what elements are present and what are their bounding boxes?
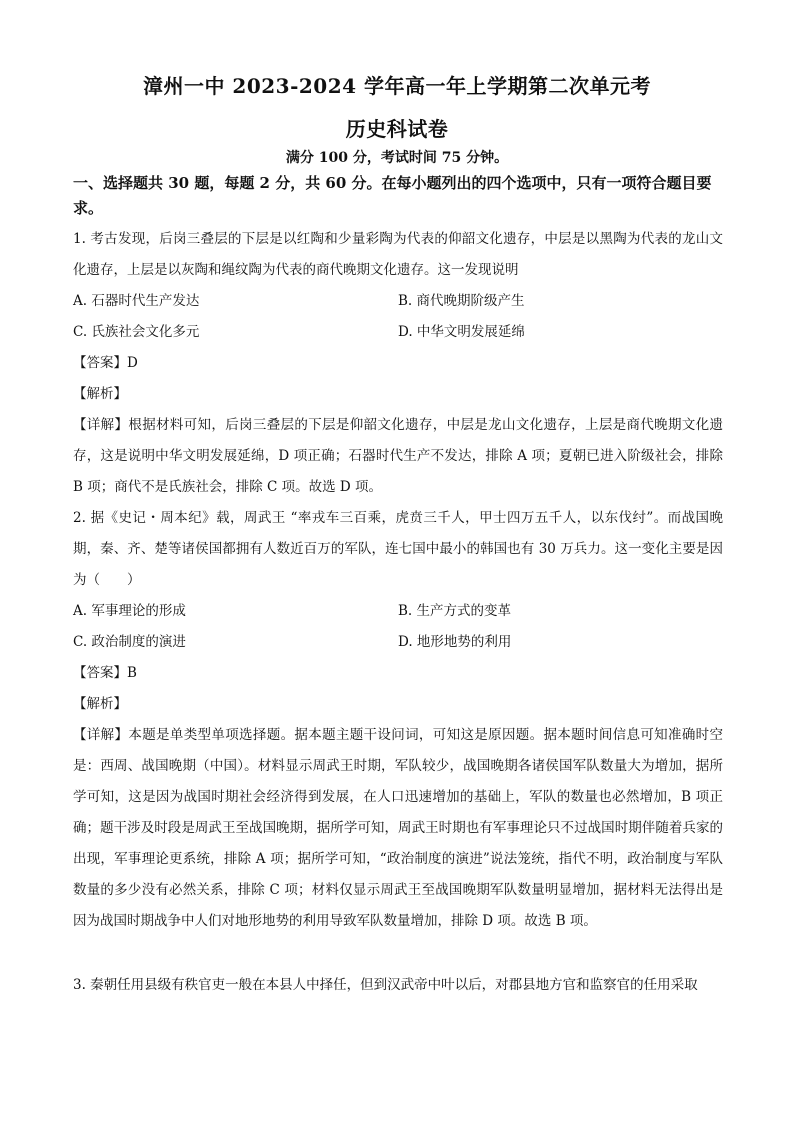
answer-value: D [127, 355, 138, 371]
question-stem: 1. 考古发现，后岗三叠层的下层是以红陶和少量彩陶为代表的仰韶文化遗存，中层是以黑陶为代表的龙山文化遗存，上层是以灰陶和绳纹陶为代表的商代晚期文化遗存。这一发现说明 [73, 231, 723, 278]
answer-value: B [127, 665, 137, 681]
exam-subject-title: 历史科试卷 [345, 117, 449, 141]
question-stem: 2. 据《史记・周本纪》载，周武王 “率戎车三百乘，虎贲三千人，甲士四万五千人，以东伐纣”。而战国晚期，秦、齐、楚等诸侯国都拥有人数近百万的军队，连七国中最小的韩国也有 30 万兵力。这一变化主要是因为（ ） [73, 510, 723, 588]
option-a: A. 石器时代生产发达 [73, 293, 200, 309]
option-list [73, 286, 723, 348]
exam-title: 漳州一中 2023-2024 学年高一年上学期第二次单元考 [142, 74, 652, 98]
exam-score-time: 满分 100 分，考试时间 75 分钟。 [285, 150, 509, 166]
option-a: A. 军事理论的形成 [73, 603, 186, 619]
option-c: C. 氏族社会文化多元 [73, 324, 200, 340]
option-list [73, 596, 723, 658]
question-2 [73, 503, 723, 937]
detail-label: 【详解】 [73, 417, 129, 433]
analysis-label: 【解析】 [73, 696, 127, 712]
option-d: D. 中华文明发展延绵 [398, 324, 525, 340]
question-list [73, 224, 723, 1001]
question-1 [73, 224, 723, 503]
answer-line [73, 348, 723, 379]
question-stem: 3. 秦朝任用县级有秩官吏一般在本县人中择任，但到汉武帝中叶以后，对郡县地方官和监察官的任用采取 [73, 977, 698, 993]
detail-paragraph [73, 720, 723, 937]
section-heading: 一、选择题共 30 题，每题 2 分，共 60 分。在每小题列出的四个选项中，只有一项符合题目要求。 [73, 174, 712, 217]
detail-label: 【详解】 [73, 727, 129, 743]
detail-paragraph [73, 410, 723, 503]
question-spacer [73, 937, 723, 970]
option-d: D. 地形地势的利用 [398, 634, 512, 650]
detail-text: 根据材料可知，后岗三叠层的下层是仰韶文化遗存，中层是龙山文化遗存，上层是商代晚期文化遗存，这是说明中华文明发展延绵，D 项正确；石器时代生产不发达，排除 A 项；夏朝已进入阶级社会，排除 B 项；商代不是氏族社会，排除 C 项。故选 D 项。 [73, 417, 724, 495]
detail-text: 本题是单类型单项选择题。据本题主题干设问词，可知这是原因题。据本题时间信息可知准确时空是：西周、战国晚期（中国）。材料显示周武王时期，军队较少，战国晚期各诸侯国军队数量大为增加，据所学可知，这是因为战国时期社会经济得到发展，在人口迅速增加的基础上，军队的数量也必然增加，B 项正确；题干涉及时段是周武王至战国晚期，据所学可知，周武王时期也有军事理论只不过战国时期伴随着兵家的出现，军事理论更系统，排除 A 项；据所学可知，“政治制度的演进”说法笼统，指代不明，政治制度与军队数量的多少没有必然关系，排除 C 项；材料仅显示周武王至战国晚期军队数量明显增加，据材料无法得出是因为战国时期战争中人们对地形地势的利用导致军队数量增加，排除 D 项。故选 B 项。 [73, 727, 724, 929]
question-3 [73, 970, 723, 1001]
option-b: B. 生产方式的变革 [398, 603, 512, 619]
option-c: C. 政治制度的演进 [73, 634, 186, 650]
answer-label: 【答案】 [73, 665, 127, 681]
option-b: B. 商代晚期阶级产生 [398, 293, 525, 309]
analysis-label: 【解析】 [73, 386, 127, 402]
answer-line [73, 658, 723, 689]
answer-label: 【答案】 [73, 355, 127, 371]
